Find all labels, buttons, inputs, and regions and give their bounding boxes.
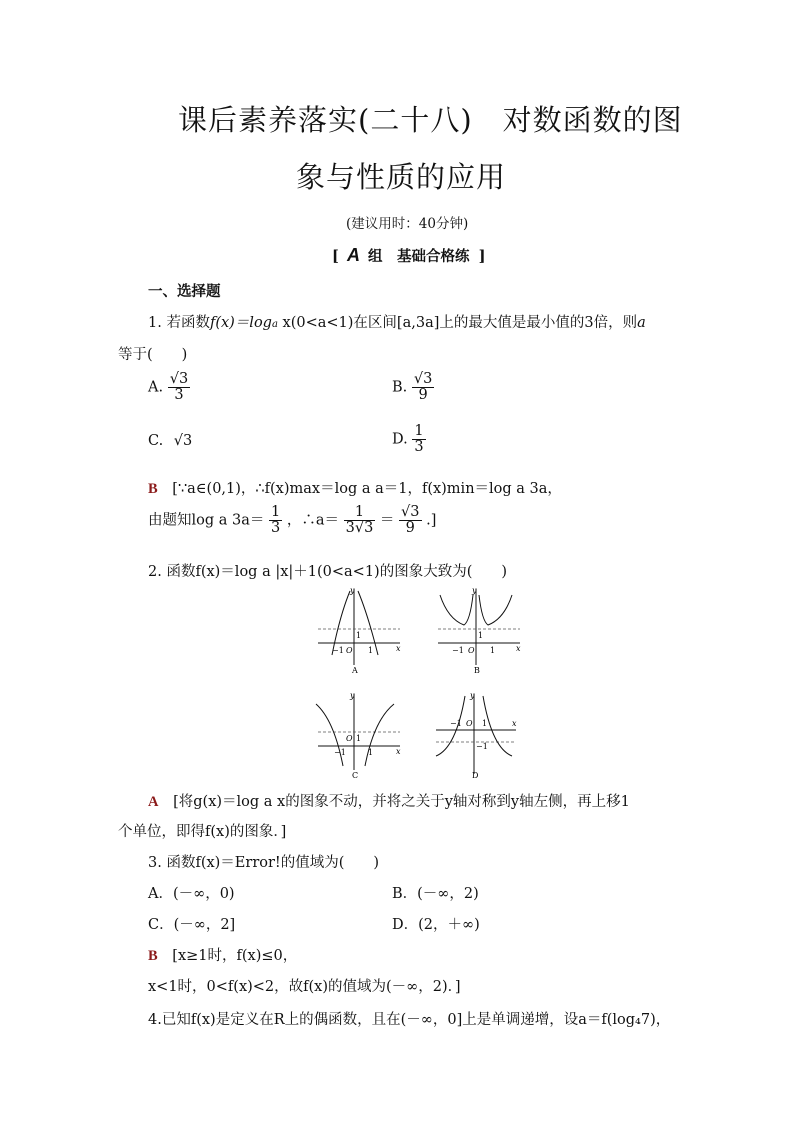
tick-neg1: −1: [334, 748, 346, 757]
q3-solution-text1: [x≥1时，f(x)≤0，: [172, 948, 298, 964]
origin-label: O: [346, 734, 353, 743]
q2-solution-line2: 个单位，即得f(x)的图象．]: [118, 824, 287, 840]
origin-label: O: [346, 646, 353, 655]
tick-1-y: 1: [478, 631, 484, 640]
q3-option-c: C．(－∞，2]: [148, 917, 236, 933]
q1-solution-pre: 由题知log a 3a＝: [148, 512, 265, 529]
q2-number: 2.: [148, 564, 162, 580]
q1-option-c-value: √3: [173, 433, 193, 449]
y-label: y: [350, 691, 355, 700]
group-header: [332, 245, 485, 266]
q1-solution-mid: ，∴a＝: [286, 512, 339, 529]
q3-option-d: D．(2，＋∞): [392, 917, 480, 933]
q4-stem: [148, 1008, 670, 1029]
group-badge: A: [346, 245, 360, 265]
q2-text: 函数f(x)＝log a |x|＋1(0<a<1)的图象大致为( ): [166, 564, 508, 580]
q1-option-a: [148, 372, 190, 403]
y-label: y: [470, 691, 475, 700]
tick-1: 1: [368, 646, 374, 655]
q2-graph-d: [430, 690, 525, 780]
q2-graph-c: [310, 690, 405, 780]
q1-option-b-den: 9: [418, 387, 428, 404]
q1-option-a-den: 3: [174, 387, 184, 404]
q1-option-d-den: 3: [414, 439, 424, 456]
graph-label-a: A: [352, 666, 358, 675]
graph-label-c: C: [352, 771, 359, 780]
graph-label-b: B: [474, 666, 480, 675]
page-title-line1: 课后素养落实(二十八) 对数函数的图: [178, 103, 683, 137]
q3-stem: [148, 851, 379, 872]
q2-solution-line1: [148, 790, 630, 811]
q1-text-mid: x(0<a<1)在区间[a,3a]上的最大值是最小值的3倍，则: [277, 315, 638, 331]
q1-solution-frac3-num: √3: [401, 504, 420, 520]
q1-solution-frac2-den: 3√3: [345, 520, 374, 537]
graph-label-d: D: [472, 771, 479, 780]
q1-option-b-label: B.: [392, 379, 408, 396]
q1-option-d: [392, 424, 426, 455]
q3-option-b: B．(－∞，2): [392, 886, 479, 902]
page-title-line2: 象与性质的应用: [296, 160, 507, 194]
tick-1-y: 1: [356, 631, 362, 640]
q3-answer: B: [148, 948, 158, 964]
q1-option-c-label: C.: [148, 433, 164, 449]
q1-stem-line2: 等于( ): [118, 347, 188, 363]
q1-option-b-num: √3: [413, 371, 433, 387]
section-heading-choice: 一、选择题: [148, 283, 221, 300]
q2-graph-a: [310, 585, 405, 675]
q1-text-pre: 若函数: [166, 315, 210, 331]
tick-1-y: 1: [356, 734, 362, 743]
x-label: x: [396, 747, 401, 756]
q3-text: 函数f(x)＝Error!的值域为( ): [166, 855, 380, 871]
q1-solution-frac3: [399, 505, 421, 536]
q1-answer: B: [148, 481, 158, 497]
q1-solution-frac3-den: 9: [405, 520, 415, 537]
q1-option-c: [148, 433, 192, 449]
curve-right: [479, 595, 512, 625]
q1-number: 1.: [148, 315, 162, 331]
q1-solution-frac1-num: 1: [271, 504, 281, 520]
q1-solution-eq: ＝: [379, 512, 395, 529]
q1-option-b: [392, 372, 434, 403]
tick-neg1-y: −1: [476, 742, 488, 751]
q1-sub-a: a: [271, 319, 278, 330]
origin-label: O: [468, 646, 475, 655]
q3-solution-line2: x<1时，0<f(x)<2，故f(x)的值域为(－∞，2)．]: [148, 979, 461, 995]
q1-solution-line2: [148, 505, 436, 536]
tick-neg1: −1: [332, 646, 344, 655]
x-label: x: [396, 644, 401, 653]
q3-number: 3.: [148, 855, 162, 871]
q1-option-b-fraction: [412, 372, 434, 403]
q1-solution-frac1-den: 3: [271, 520, 281, 537]
y-label: y: [472, 586, 477, 595]
q1-solution-end: .]: [426, 512, 437, 529]
tick-1: 1: [490, 646, 496, 655]
q2-solution-text1: [将g(x)＝log a x的图象不动，并将之关于y轴对称到y轴左侧，再上移1: [173, 794, 630, 810]
q1-solution-frac2: [344, 505, 376, 536]
x-label: x: [512, 719, 517, 728]
q3-option-a: A．(－∞，0): [148, 886, 235, 902]
q1-option-a-label: A.: [148, 379, 164, 396]
q4-number: 4.: [148, 1012, 162, 1028]
q3-solution-line1: [148, 944, 297, 965]
suggested-time: (建议用时：40分钟): [346, 216, 469, 232]
y-label: y: [350, 586, 355, 595]
group-bracket-right: ]: [478, 248, 486, 265]
q2-graph-b: [430, 585, 525, 675]
q1-option-a-num: √3: [169, 371, 189, 387]
curve-left: [440, 595, 473, 625]
group-bracket-left: [: [332, 248, 339, 265]
origin-label: O: [466, 719, 473, 728]
tick-1: 1: [482, 719, 488, 728]
q1-func: f(x)＝log: [209, 315, 272, 331]
q1-option-d-fraction: [412, 424, 425, 455]
tick-neg1: −1: [452, 646, 464, 655]
x-label: x: [516, 644, 521, 653]
q1-option-d-label: D.: [392, 431, 408, 448]
q2-answer: A: [148, 794, 159, 810]
q1-stem-line1: [148, 311, 646, 332]
group-label: 组 基础合格练: [368, 248, 470, 265]
tick-1: 1: [368, 748, 374, 757]
q1-solution-frac1: [269, 505, 282, 536]
q4-text: 已知f(x)是定义在R上的偶函数，且在(－∞，0]上是单调递增，设a＝f(log₄7)，: [161, 1012, 671, 1028]
q1-option-a-fraction: [168, 372, 190, 403]
q2-stem: [148, 560, 507, 581]
q1-solution-frac2-num: 1: [344, 505, 376, 521]
q1-option-d-num: 1: [414, 423, 424, 439]
tick-neg1: −1: [450, 719, 462, 728]
q1-solution-line1: [148, 477, 562, 498]
q1-solution-text1: [∵a∈(0,1)，∴f(x)max＝log a a＝1，f(x)min＝log a 3a，: [172, 481, 562, 497]
q1-var-a: a: [637, 315, 646, 331]
